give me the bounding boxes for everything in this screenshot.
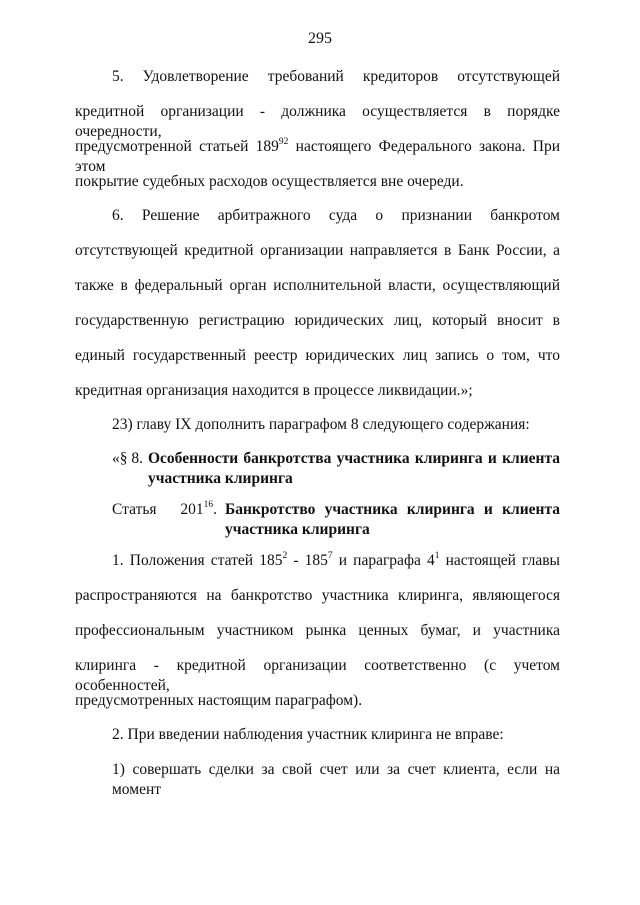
article-1-line-5: предусмотренных настоящим параграфом). — [75, 692, 363, 709]
text-segment: настоящего Федерального закона. При этом — [75, 138, 560, 175]
article-title-line-1: Банкротство участника клиринга и клиента — [225, 501, 560, 518]
paragraph-5-line-2: кредитной организации - должника осуществляется в порядке очередности, — [75, 103, 560, 140]
amendment-item-23: 23) главу IX дополнить параграфом 8 следующего содержания: — [112, 416, 530, 433]
text-segment: 1. Положения статей 185 — [112, 552, 283, 569]
paragraph-6-line-4: государственную регистрацию юридических лиц, который вносит в — [75, 312, 560, 329]
superscript: 1 — [434, 551, 440, 561]
paragraph-8-heading — [112, 449, 560, 489]
text-segment: предусмотренной статьей 189 — [75, 138, 279, 155]
superscript: 2 — [282, 551, 288, 561]
paragraph-8-title-line-2: участника клиринга — [148, 470, 293, 487]
article-2-line-1: 2. При введении наблюдения участник клиринга не вправе: — [112, 726, 504, 743]
paragraph-5-line-1: 5. Удовлетворение требований кредиторов отсутствующей — [112, 68, 560, 85]
article-2-line-2: 1) совершать сделки за свой счет или за счет клиента, если на момент — [112, 761, 560, 798]
article-prefix — [112, 500, 217, 540]
paragraph-6-line-2: отсутствующей кредитной организации направляется в Банк России, а — [75, 242, 560, 259]
article-1-line-2: распространяются на банкротство участника клиринга, являющегося — [75, 587, 560, 604]
text-segment: Статья 201 — [112, 501, 204, 518]
text-segment: . — [213, 501, 217, 518]
superscript: 7 — [327, 551, 333, 561]
text-segment: и параграфа 4 — [332, 552, 435, 569]
paragraph-6-line-1: 6. Решение арбитражного суда о признании банкротом — [112, 207, 560, 224]
article-1-line-1 — [112, 551, 560, 571]
paragraph-5-line-4: покрытие судебных расходов осуществляется вне очереди. — [75, 173, 464, 190]
paragraph-6-line-6: кредитная организация находится в процессе ликвидации.»; — [75, 382, 473, 399]
paragraph-8-title-line-1: Особенности банкротства участника клиринга и клиента — [148, 450, 560, 467]
article-1-line-3: профессиональным участником рынка ценных бумаг, и участника — [75, 622, 560, 639]
paragraph-8-prefix: «§ 8. — [112, 450, 143, 467]
text-segment: настоящей главы — [439, 552, 560, 569]
paragraph-6-line-3: также в федеральный орган исполнительной власти, осуществляющий — [75, 277, 560, 294]
superscript: 16 — [203, 500, 214, 510]
paragraph-5-line-3 — [75, 137, 560, 177]
article-1-line-4: клиринга - кредитной организации соответственно (с учетом особенностей, — [75, 657, 560, 694]
article-title-line-2: участника клиринга — [225, 521, 370, 538]
page-number: 295 — [308, 30, 332, 47]
text-segment: - 185 — [287, 552, 328, 569]
superscript: 92 — [278, 137, 289, 147]
paragraph-6-line-5: единый государственный реестр юридических лиц запись о том, что — [75, 347, 560, 364]
article-heading — [112, 500, 560, 540]
